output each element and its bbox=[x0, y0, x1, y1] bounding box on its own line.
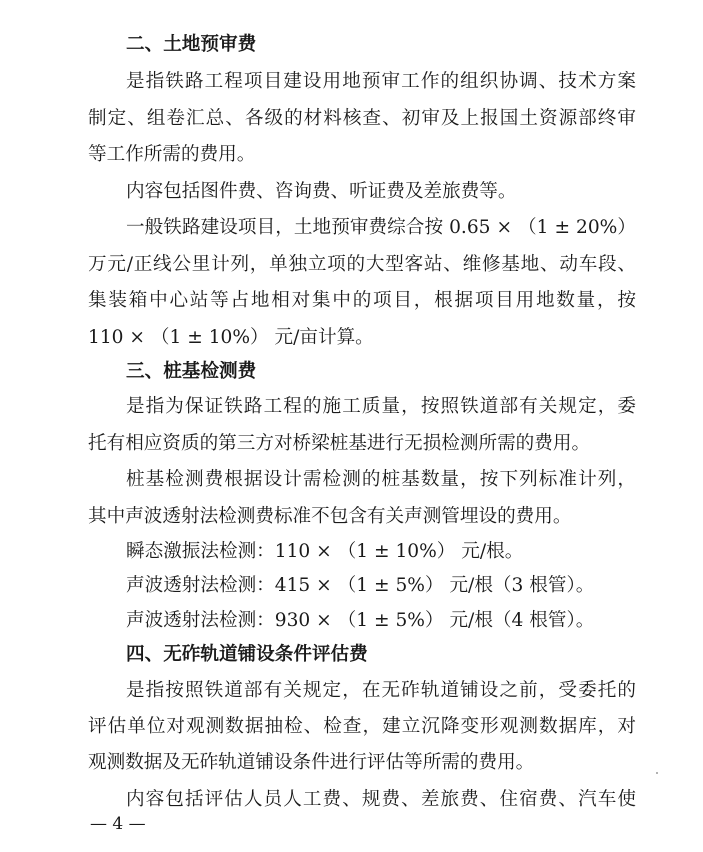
section-3-heading: 三、桩基检测费 bbox=[126, 361, 257, 382]
section-3-paragraph-2-line-2: 其中声波透射法检测费标准不包含有关声测管埋设的费用。 bbox=[88, 506, 572, 527]
section-2-paragraph-1-line-3: 等工作所需的费用。 bbox=[88, 144, 256, 165]
section-4-paragraph-1-line-2: 评估单位对观测数据抽检、检查，建立沉降变形观测数据库，对 bbox=[88, 716, 636, 737]
section-2-paragraph-3-line-2: 万元/正线公里计列，单独立项的大型客站、维修基地、动车段、 bbox=[88, 254, 636, 275]
section-2-paragraph-3-line-1: 一般铁路建设项目，土地预审费综合按 0.65 × （1 ± 20%） bbox=[126, 217, 636, 238]
section-2-heading: 二、土地预审费 bbox=[126, 34, 257, 55]
section-2-paragraph-3-line-4: 110 × （1 ± 10%） 元/亩计算。 bbox=[88, 327, 374, 348]
section-3-paragraph-2-line-1: 桩基检测费根据设计需检测的桩基数量，按下列标准计列， bbox=[126, 469, 636, 490]
scan-speck bbox=[656, 772, 658, 774]
section-2-paragraph-1-line-1: 是指铁路工程项目建设用地预审工作的组织协调、技术方案 bbox=[126, 71, 636, 92]
section-2-paragraph-1-line-2: 制定、组卷汇总、各级的材料核查、初审及上报国土资源部终审 bbox=[88, 108, 636, 129]
section-3-paragraph-1-line-2: 托有相应资质的第三方对桥梁桩基进行无损检测所需的费用。 bbox=[88, 433, 591, 454]
section-3-item-1: 瞬态激振法检测：110 × （1 ± 10%） 元/根。 bbox=[126, 541, 524, 562]
section-4-paragraph-1-line-3: 观测数据及无砟轨道铺设条件进行评估等所需的费用。 bbox=[88, 752, 535, 773]
section-3-item-2: 声波透射法检测：415 × （1 ± 5%） 元/根（3 根管）。 bbox=[126, 575, 595, 596]
section-4-paragraph-1-line-1: 是指按照铁道部有关规定，在无砟轨道铺设之前，受委托的 bbox=[126, 680, 636, 701]
page-number: — 4 — bbox=[90, 814, 146, 834]
section-4-heading: 四、无砟轨道铺设条件评估费 bbox=[126, 644, 368, 665]
section-3-paragraph-1-line-1: 是指为保证铁路工程的施工质量，按照铁道部有关规定，委 bbox=[126, 396, 636, 417]
section-2-paragraph-2: 内容包括图件费、咨询费、听证费及差旅费等。 bbox=[126, 181, 517, 202]
section-2-paragraph-3-line-3: 集装箱中心站等占地相对集中的项目，根据项目用地数量，按 bbox=[88, 290, 636, 311]
section-3-item-3: 声波透射法检测：930 × （1 ± 5%） 元/根（4 根管）。 bbox=[126, 610, 595, 631]
section-4-paragraph-2-line-1: 内容包括评估人员人工费、规费、差旅费、住宿费、汽车使 bbox=[126, 789, 636, 810]
